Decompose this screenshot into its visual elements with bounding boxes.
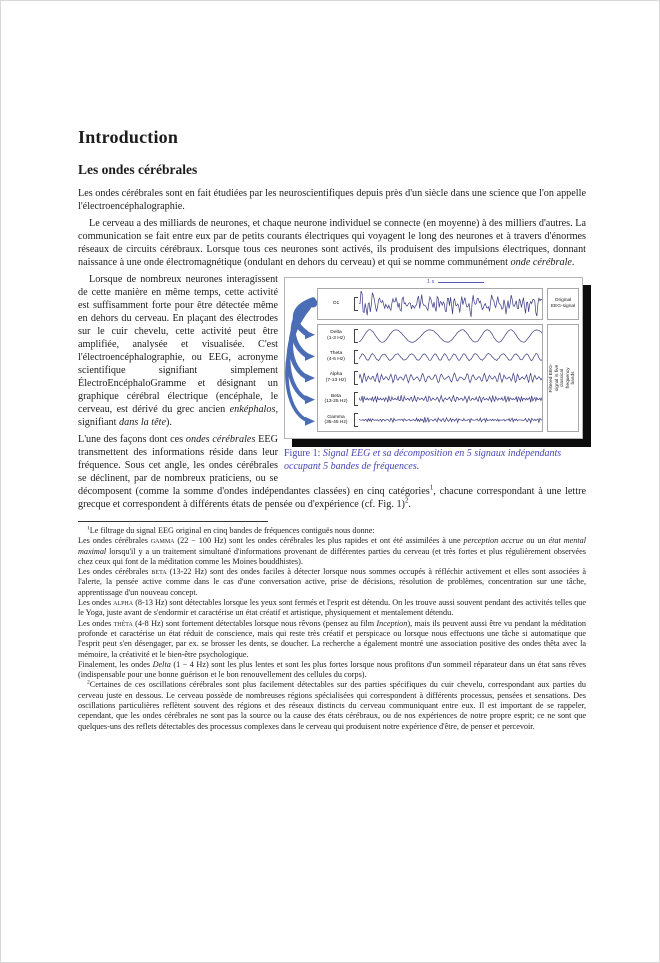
waveform-alpha bbox=[359, 368, 542, 388]
paragraph-frequencies: L'une des façons dont ces ondes cérébrales EEG transmettent des informations réside dans leur fréquence. Sous cet angle, les ondes cérébrales se déclinent, par de nombreux praticiens, ou se décomposent (comme la somme d'ondes indépendantes classées) en cinq catégories$^1$, chacune correspondant à une lettre grecque et correspondent à différents états de pensée ou d'expérience (cf. Fig. 1)$^2$. bbox=[78, 434, 587, 510]
channel-label: Gamma (35-45 Hz) bbox=[324, 414, 348, 426]
paragraph-eeg: Lorsque de nombreux neurones interagissent de cette manière en même temps, cette activité est suffisamment forte pour être détectée même en dehors du cerveau. En plaçant des électrodes sur le cuir chevelu, cette activité peut être amplifiée, analysée et visualisée. C'est l'électroencéphalographie, ou EEG, acronyme scientifique signifiant simplement ÉlectroEncéphaloGramme et désignant un graphique cérébral électrique (encéphale, le cerveau, est dérivé du grec ancien enképhalos, signifiant dans la tête). bbox=[78, 274, 278, 428]
section-heading: Les ondes cérébrales bbox=[78, 162, 198, 177]
filtered-label-box bbox=[547, 324, 579, 432]
original-signal-box bbox=[317, 288, 543, 320]
amplitude-bracket-icon bbox=[354, 413, 358, 427]
footnote-paragraph: $^2$Certaines de ces oscillations cérébrales sont plus facilement détectables sur des parties spécifiques du cuir chevelu, correspondant aux parties du cerveau juste en dessous. Le cerveau possède de nombreuses régions spécialisées qui correspondent à différents processus, pensées et sensations. Des oscillations particulières reflètent souvent des régions et des réseaux distincts du cerveau communiquant entre eux. Il est important de se rappeler, cependant, que les ondes cérébrales ne sont pas la source ou la cause des états cérébraux, ou de nos expériences de notre propre esprit; ce ne sont que quelques-uns des reflets détectables des processus complexes dans le cerveau qui produisent notre expérience d'être, de penser et percevoir. bbox=[78, 679, 586, 731]
figure-caption: Figure 1: Signal EEG et sa décomposition en 5 signaux indépendants occupant 5 bandes de fréquences. bbox=[284, 448, 562, 472]
footnote-paragraph: Les ondes alpha (8-13 Hz) sont détectables lorsque les yeux sont fermés et l'esprit est détendu. On les trouve aussi souvent pendant des activités telles que le Yoga, juste avant de s'endormir et caractérise un état créatif et artistique, physiquement et mentalement détendu. bbox=[78, 598, 586, 618]
footnote-2 bbox=[78, 680, 586, 731]
channel-label: Beta (13-25 Hz) bbox=[324, 393, 348, 405]
amplitude-bracket-icon bbox=[354, 297, 358, 311]
footnote-paragraph: Les ondes cérébrales beta (13-22 Hz) sont des ondes faciles à détecter lorsque nous sommes occupés à réfléchir activement et elles sont associées à l'alerte, la pensée active comme dans le cas d'une conversation active, prise de décisions, résolution de problèmes, concentration sur une tâche, apprentissage d'un nouveau concept. bbox=[78, 567, 586, 597]
channel-label: O1 bbox=[332, 301, 340, 307]
decomposition-arrows-icon bbox=[285, 278, 321, 438]
paragraph-intro: Les ondes cérébrales sont en fait étudiées par les neuroscientifiques depuis près d'un siècle dans une science que l'on appelle l'électroencéphalographie. bbox=[78, 188, 586, 212]
band-signals-box bbox=[317, 324, 543, 432]
original-label-box: Original EEG-signal bbox=[547, 288, 579, 320]
waveform-o1 bbox=[359, 290, 542, 318]
page-title: Introduction bbox=[78, 127, 179, 147]
channel-label: Delta (1-3 Hz) bbox=[327, 330, 345, 341]
amplitude-bracket-icon bbox=[354, 392, 358, 406]
amplitude-bracket-icon bbox=[354, 371, 358, 385]
footnote-paragraph: Finalement, les ondes Delta (1 − 4 Hz) sont les plus lentes et sont les plus fortes lorsque nous profitons d'un sommeil réparateur dans un état sans rêves (indispensable pour une bonne guérison et le bon renouvellement des cellules du corps). bbox=[78, 659, 586, 680]
time-scalebar bbox=[427, 278, 484, 286]
scale-label: 1 s bbox=[427, 279, 435, 285]
figure-1 bbox=[284, 277, 586, 473]
channel-label: Theta (4-6 Hz) bbox=[327, 351, 345, 362]
waveform-beta bbox=[359, 389, 542, 409]
eeg-channel-row bbox=[318, 289, 542, 319]
footnote-paragraph: Les ondes thêta (4-8 Hz) sont fortement détectables lorsque nous rêvons (pensez au film Inception), mais ils peuvent aussi être vu pendant la méditation profonde et caractérise un état réduit de conscience, mais qui reste très créatif et perspicace ou lorsque nous effectuons une tâche si automatique que l'esprit peut s'en désengager, par ex. se brosser les dents, se doucher. La recherche a également montré une association positive des ondes thêta avec la mémoire, la créativité et le bien-être psychologique. bbox=[78, 618, 586, 659]
waveform-delta bbox=[359, 326, 542, 346]
footnote-rule bbox=[78, 521, 268, 522]
footnote-1 bbox=[78, 526, 586, 680]
filtered-label-text: Filtered EEG-signal in five classical frequency bands bbox=[549, 363, 577, 393]
amplitude-bracket-icon bbox=[354, 350, 358, 364]
footnote-paragraph: Les ondes cérébrales gamma (22 − 100 Hz) sont les ondes cérébrales les plus rapides et ont été assimilées à une perception accrue ou un état mental maximal lorsqu'il y a un traitement simultané d'informations provenant de différentes parties du cerveau (et très fortes et plus régulièrement observées chez ceux qui font de la méditation comme les Moines bouddhistes). bbox=[78, 536, 587, 566]
eeg-channel-row bbox=[318, 346, 542, 367]
paragraph-neurons: Le cerveau a des milliards de neurones, et chaque neurone individuel se connecte (en moyenne) à des milliers d'autres. La communication se fait entre eux par de petits courants électriques qui voyagent le long des neurones et à travers d'énormes réseaux de circuits cérébraux. Lorsque tous ces neurones sont activés, ils produisent des impulsions électriques, donnant naissance à une onde électromagnétique (ondulant en dehors du cerveau) et qui se nomme communément onde cérébrale. bbox=[78, 218, 586, 268]
page-content bbox=[78, 1, 586, 732]
eeg-channel-row bbox=[318, 367, 542, 388]
amplitude-bracket-icon bbox=[354, 329, 358, 343]
scale-line bbox=[438, 282, 484, 283]
channel-label: Alpha (7-13 Hz) bbox=[325, 372, 347, 383]
eeg-channel-row bbox=[318, 389, 542, 410]
footnote-paragraph: $^1$Le filtrage du signal EEG original en cinq bandes de fréquences contiguës nous donne: bbox=[87, 525, 375, 535]
eeg-channel-row bbox=[318, 325, 542, 346]
eeg-channel-row bbox=[318, 410, 542, 431]
waveform-theta bbox=[359, 347, 542, 367]
eeg-figure-image bbox=[284, 277, 583, 439]
waveform-gamma bbox=[359, 410, 542, 430]
